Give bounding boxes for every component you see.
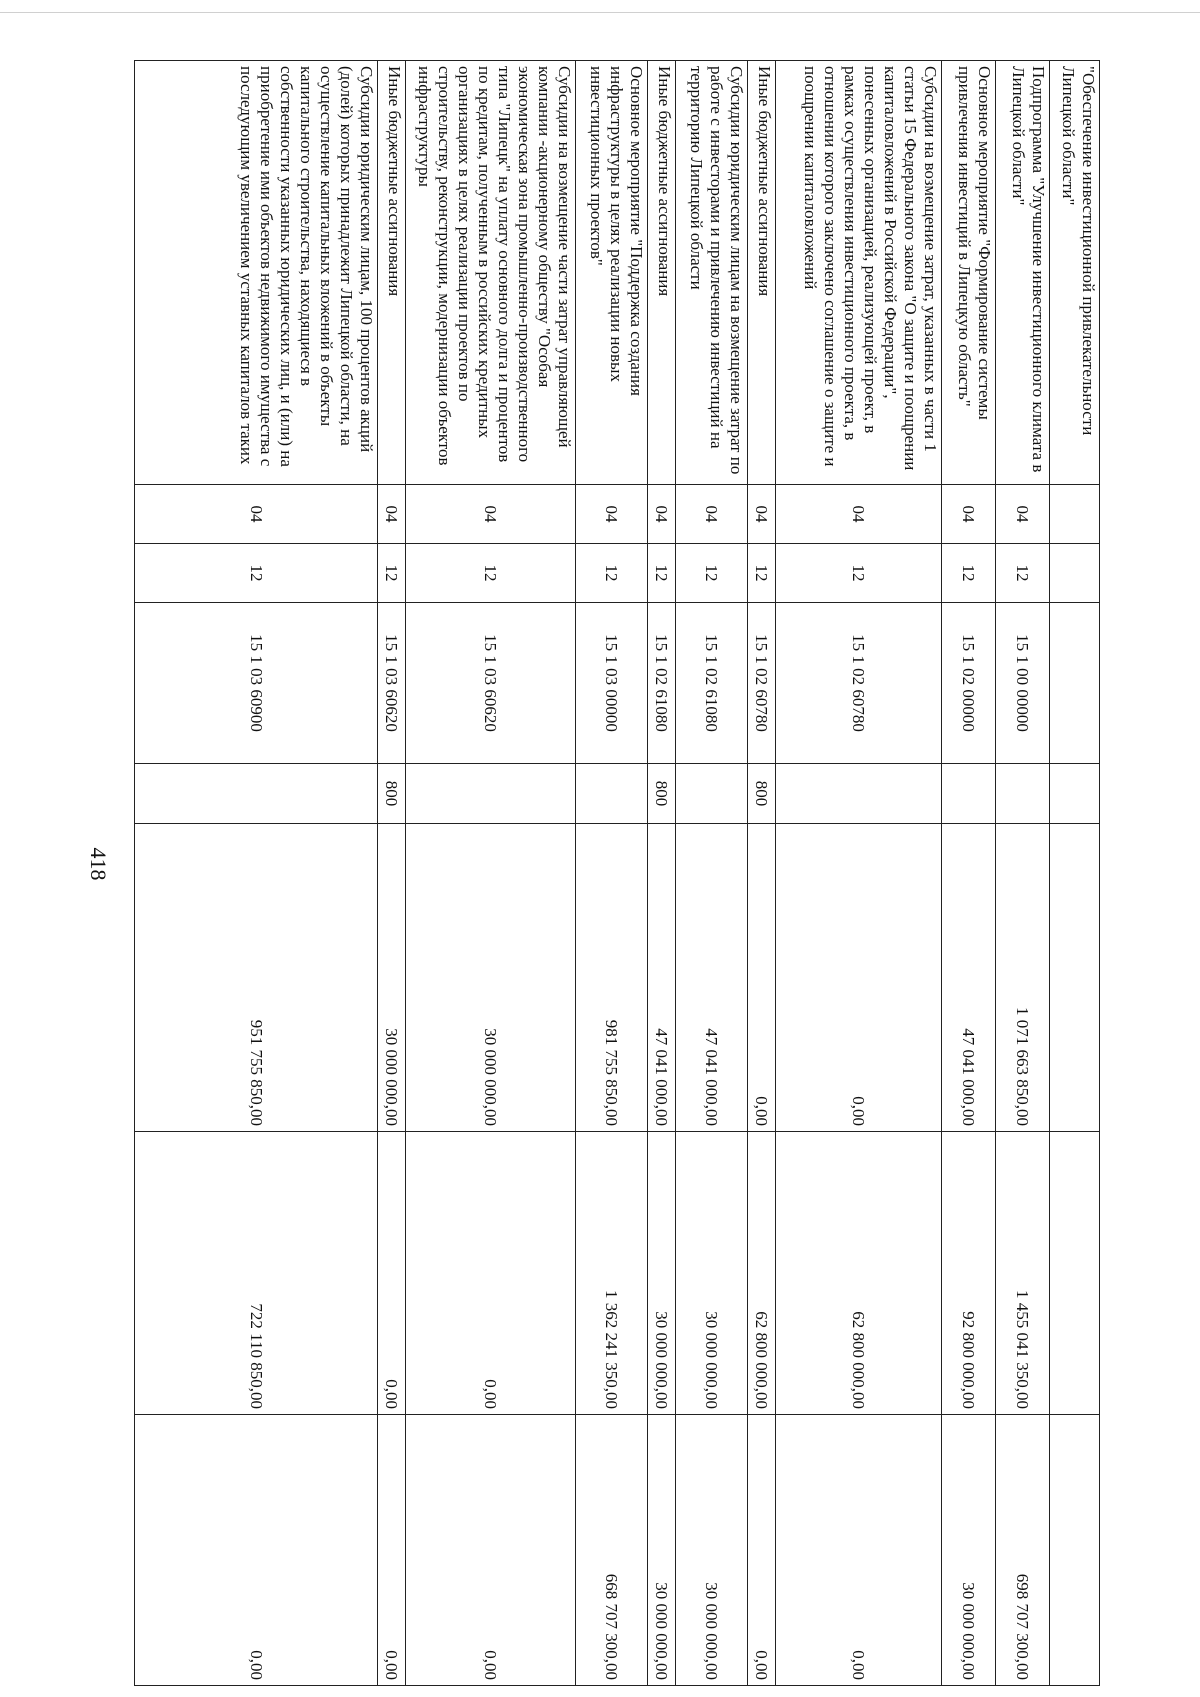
budget-table-body (135, 61, 1100, 1686)
amount-year-2-cell: 0,00 (406, 1132, 576, 1415)
row-name-cell: Подпрограмма "Улучшение инвестиционного климата в Липецкой области" (996, 61, 1050, 485)
section-code-cell: 12 (648, 544, 676, 603)
expense-type-cell (1050, 764, 1100, 824)
amount-year-3-cell: 30 000 000,00 (942, 1415, 996, 1686)
ministry-code-cell: 04 (676, 485, 748, 544)
row-name-cell: Иные бюджетные ассигнования (648, 61, 676, 485)
section-code-cell: 12 (748, 544, 776, 603)
ministry-code-cell: 04 (996, 485, 1050, 544)
amount-year-1-cell: 30 000 000,00 (406, 824, 576, 1132)
table-row (576, 61, 648, 1686)
section-code-cell: 12 (406, 544, 576, 603)
row-name-cell: Основное мероприятие "Поддержка создания инфраструктуры в целях реализации новых инвестиционных проектов" (576, 61, 648, 485)
table-row (676, 61, 748, 1686)
row-name-cell: Иные бюджетные ассигнования (748, 61, 776, 485)
row-name-cell: Субсидии на возмещение затрат, указанных в части 1 статьи 15 Федерального закона "О защите и поощрении капиталовложений в Российской Федерации", понесенных организацией, реализующей проект, в рамках осуществления инвестиционного проекта, в отношении которого заключено соглашение о защите и поощрении капиталовложений (776, 61, 942, 485)
target-article-cell: 15 1 02 60780 (776, 603, 942, 764)
expense-type-cell (676, 764, 748, 824)
table-row (135, 61, 378, 1686)
amount-year-2-cell: 92 800 000,00 (942, 1132, 996, 1415)
expense-type-cell: 800 (648, 764, 676, 824)
target-article-cell: 15 1 02 61080 (648, 603, 676, 764)
section-code-cell: 12 (996, 544, 1050, 603)
amount-year-1-cell: 0,00 (776, 824, 942, 1132)
row-name-cell: Субсидии на возмещение части затрат управляющей компании -акционерному обществу "Особая экономическая зона промышленно-производственного типа "Липецк" на уплату основного долга и процентов по кредитам, полученным в российских кредитных организациях в целях реализации проектов по строительству, реконструкции, модернизации объектов инфраструктуры (406, 61, 576, 485)
section-code-cell: 12 (676, 544, 748, 603)
table-row (1050, 61, 1100, 1686)
amount-year-3-cell: 698 707 300,00 (996, 1415, 1050, 1686)
amount-year-1-cell: 47 041 000,00 (648, 824, 676, 1132)
section-code-cell: 12 (942, 544, 996, 603)
amount-year-1-cell: 47 041 000,00 (676, 824, 748, 1132)
row-name-cell: Основное мероприятие "Формирование системы привлечения инвестиций в Липецкую область" (942, 61, 996, 485)
ministry-code-cell: 04 (942, 485, 996, 544)
target-article-cell: 15 1 03 60620 (378, 603, 406, 764)
target-article-cell (1050, 603, 1100, 764)
table-row (942, 61, 996, 1686)
target-article-cell: 15 1 03 60620 (406, 603, 576, 764)
row-name-cell: "Обеспечение инвестиционной привлекательности Липецкой области" (1050, 61, 1100, 485)
amount-year-1-cell: 30 000 000,00 (378, 824, 406, 1132)
amount-year-1-cell: 951 755 850,00 (135, 824, 378, 1132)
table-row (996, 61, 1050, 1686)
ministry-code-cell: 04 (378, 485, 406, 544)
amount-year-1-cell: 0,00 (748, 824, 776, 1132)
amount-year-2-cell: 0,00 (378, 1132, 406, 1415)
amount-year-1-cell: 981 755 850,00 (576, 824, 648, 1132)
amount-year-3-cell: 0,00 (776, 1415, 942, 1686)
amount-year-3-cell: 30 000 000,00 (648, 1415, 676, 1686)
expense-type-cell: 800 (748, 764, 776, 824)
ministry-code-cell: 04 (406, 485, 576, 544)
table-row (378, 61, 406, 1686)
amount-year-3-cell (1050, 1415, 1100, 1686)
amount-year-2-cell: 1 455 041 350,00 (996, 1132, 1050, 1415)
amount-year-3-cell: 0,00 (378, 1415, 406, 1686)
amount-year-2-cell (1050, 1132, 1100, 1415)
row-name-cell: Субсидии юридическим лицам, 100 процентов акций (долей) которых принадлежит Липецкой области, на осуществление капитальных вложений в объекты капитального строительства, находящиеся в собственности указанных юридических лиц, и (или) на приобретение ими объектов недвижимого имущества с последующим увеличением уставных капиталов таких (135, 61, 378, 485)
target-article-cell: 15 1 02 61080 (676, 603, 748, 764)
amount-year-1-cell: 47 041 000,00 (942, 824, 996, 1132)
rotated-page-content (135, 60, 1100, 1685)
page-number: 418 (86, 847, 111, 881)
expense-type-cell (996, 764, 1050, 824)
amount-year-2-cell: 30 000 000,00 (648, 1132, 676, 1415)
section-code-cell: 12 (135, 544, 378, 603)
table-row (406, 61, 576, 1686)
amount-year-3-cell: 0,00 (406, 1415, 576, 1686)
table-row (648, 61, 676, 1686)
section-code-cell: 12 (378, 544, 406, 603)
section-code-cell (1050, 544, 1100, 603)
amount-year-2-cell: 62 800 000,00 (748, 1132, 776, 1415)
expense-type-cell (776, 764, 942, 824)
expense-type-cell (576, 764, 648, 824)
amount-year-1-cell (1050, 824, 1100, 1132)
ministry-code-cell (1050, 485, 1100, 544)
amount-year-3-cell: 30 000 000,00 (676, 1415, 748, 1686)
ministry-code-cell: 04 (135, 485, 378, 544)
target-article-cell: 15 1 02 60780 (748, 603, 776, 764)
ministry-code-cell: 04 (648, 485, 676, 544)
budget-table (134, 60, 1100, 1686)
expense-type-cell (406, 764, 576, 824)
expense-type-cell (942, 764, 996, 824)
ministry-code-cell: 04 (748, 485, 776, 544)
row-name-cell: Субсидии юридическим лицам на возмещение затрат по работе с инвесторами и привлечению инвестиций на территорию Липецкой области (676, 61, 748, 485)
amount-year-2-cell: 30 000 000,00 (676, 1132, 748, 1415)
target-article-cell: 15 1 03 00000 (576, 603, 648, 764)
expense-type-cell: 800 (378, 764, 406, 824)
amount-year-1-cell: 1 071 663 850,00 (996, 824, 1050, 1132)
expense-type-cell (135, 764, 378, 824)
section-code-cell: 12 (776, 544, 942, 603)
amount-year-2-cell: 62 800 000,00 (776, 1132, 942, 1415)
ministry-code-cell: 04 (776, 485, 942, 544)
table-row (748, 61, 776, 1686)
target-article-cell: 15 1 02 00000 (942, 603, 996, 764)
amount-year-3-cell: 0,00 (748, 1415, 776, 1686)
ministry-code-cell: 04 (576, 485, 648, 544)
amount-year-3-cell: 668 707 300,00 (576, 1415, 648, 1686)
amount-year-2-cell: 1 362 241 350,00 (576, 1132, 648, 1415)
amount-year-3-cell: 0,00 (135, 1415, 378, 1686)
page-top-edge (0, 12, 1200, 13)
target-article-cell: 15 1 00 00000 (996, 603, 1050, 764)
amount-year-2-cell: 722 110 850,00 (135, 1132, 378, 1415)
row-name-cell: Иные бюджетные ассигнования (378, 61, 406, 485)
target-article-cell: 15 1 03 60900 (135, 603, 378, 764)
section-code-cell: 12 (576, 544, 648, 603)
table-row (776, 61, 942, 1686)
